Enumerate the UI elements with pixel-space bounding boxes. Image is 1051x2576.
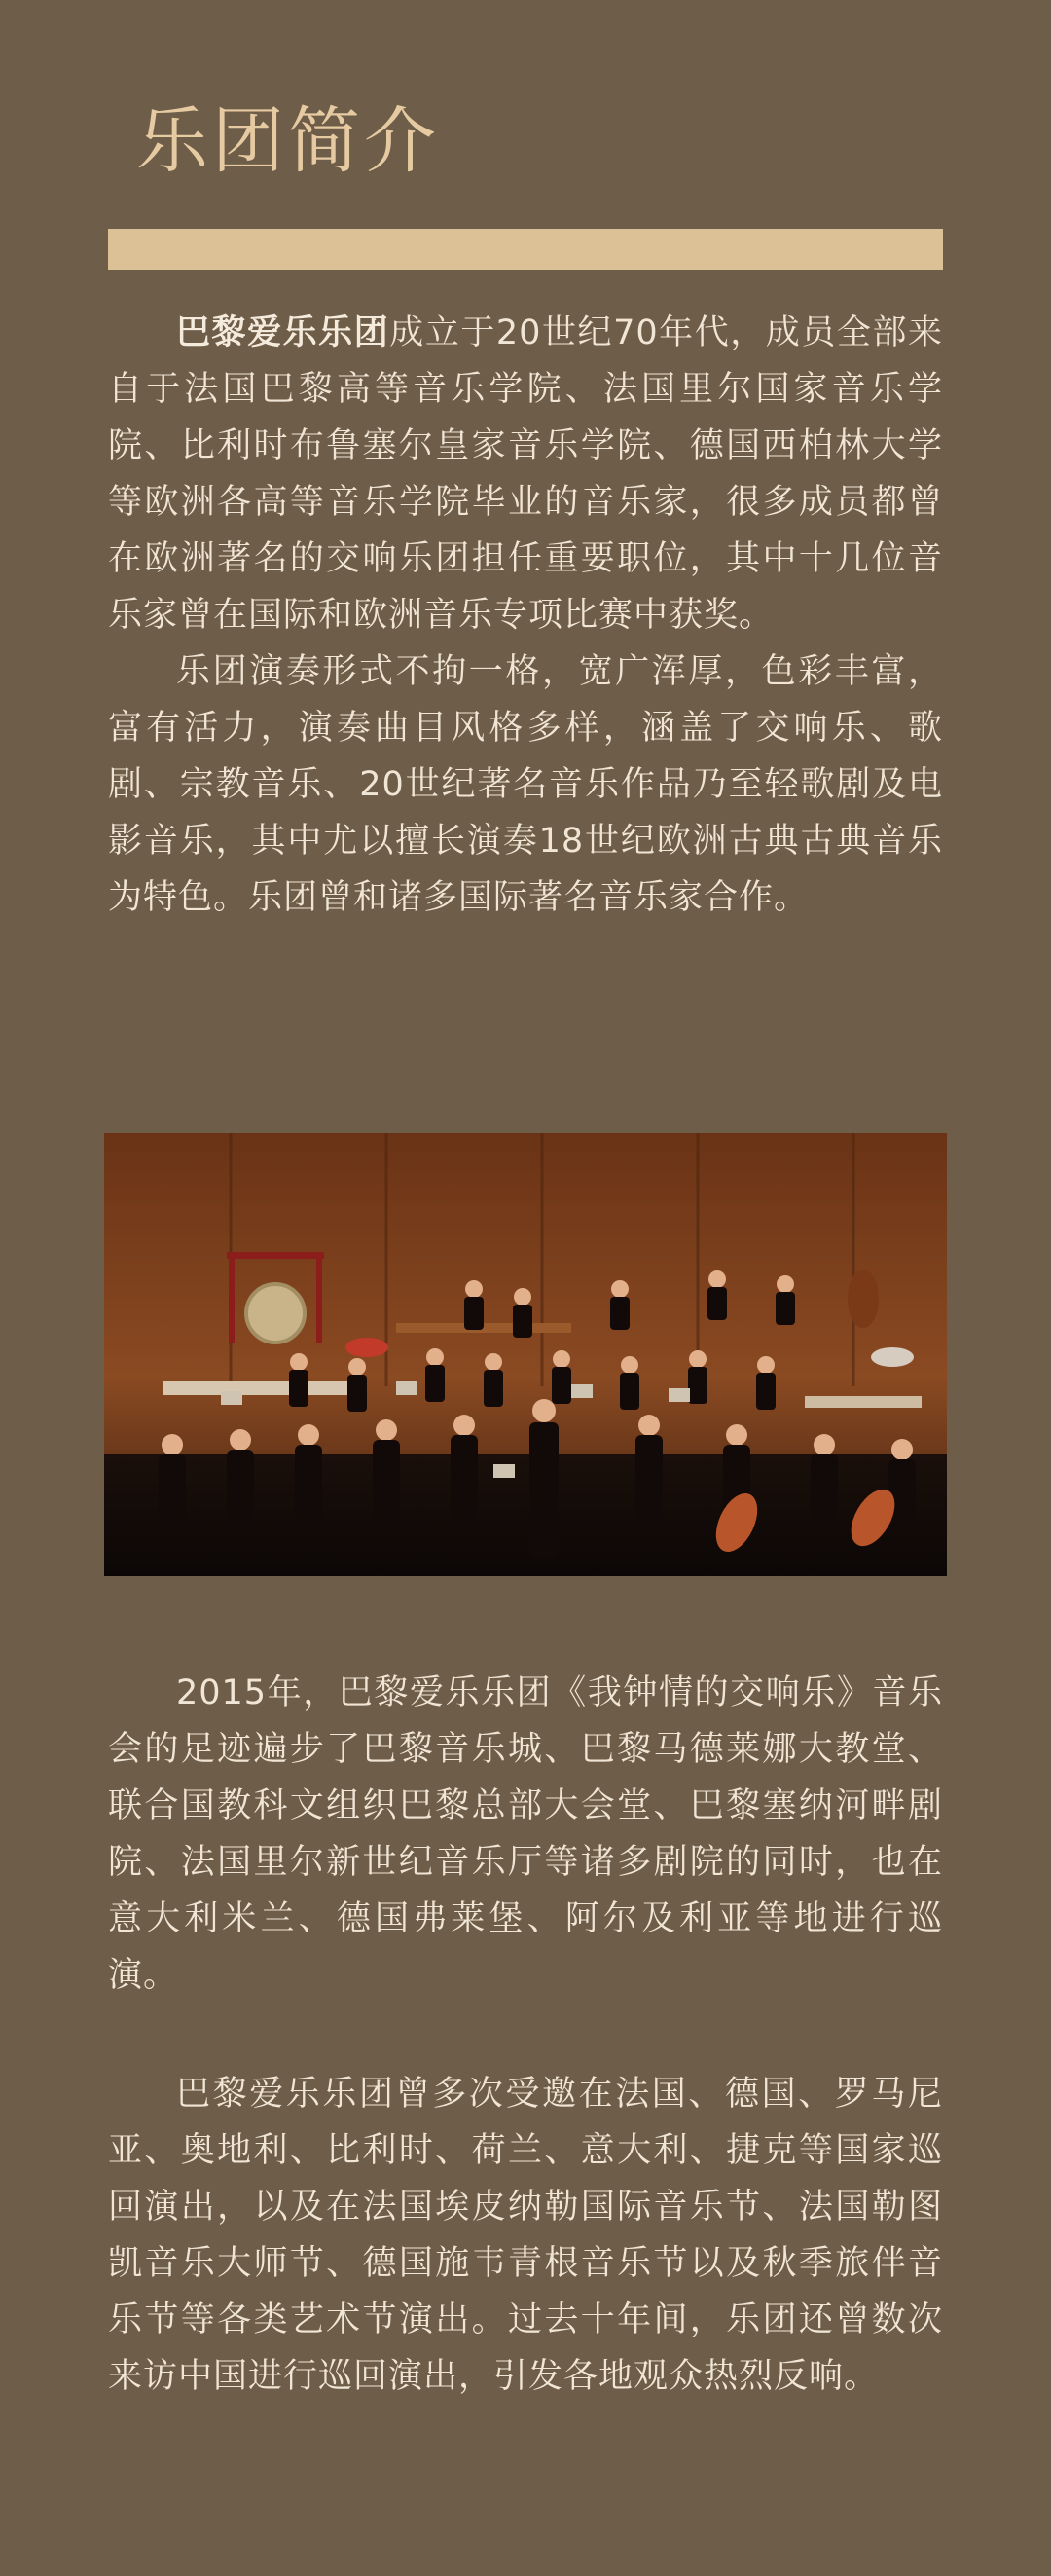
paragraph-international-tours: 巴黎爱乐乐团曾多次受邀在法国、德国、罗马尼亚、奥地利、比利时、荷兰、意大利、捷克等国家巡回演出，以及在法国埃皮纳勒国际音乐节、法国勒图凯音乐大师节、德国施韦青根音乐节以及秋季旅伴音乐节等各类艺术节演出。过去十年间，乐团还曾数次来访中国进行巡回演出，引发各地观众热烈反响。 [108,2075,943,2396]
intro-paragraph-1-text: 成立于20世纪70年代，成员全部来自于法国巴黎高等音乐学院、法国里尔国家音乐学院、比利时布鲁塞尔皇家音乐学院、德国西柏林大学等欧洲各高等音乐学院毕业的音乐家，很多成员都曾在欧洲著名的交响乐团担任重要职位，其中十几位音乐家曾在国际和欧洲音乐专项比赛中获奖。 [108,313,943,635]
orchestra-photo [104,1133,947,1576]
intro-paragraph-2: 乐团演奏形式不拘一格，宽广浑厚，色彩丰富，富有活力，演奏曲目风格多样，涵盖了交响乐、歌剧、宗教音乐、20世纪著名音乐作品乃至轻歌剧及电影音乐，其中尤以擅长演奏18世纪欧洲古典古典音乐为特色。乐团曾和诸多国际著名音乐家合作。 [108,652,943,917]
intro-text [108,305,943,926]
history-paragraph [108,1665,943,2004]
orchestra-photo-illustration [104,1133,947,1576]
orchestra-name: 巴黎爱乐乐团 [176,313,390,352]
intro-paragraph-1 [108,305,943,644]
paragraph-2015-tour: 2015年，巴黎爱乐乐团《我钟情的交响乐》音乐会的足迹遍步了巴黎音乐城、巴黎马德莱娜大教堂、联合国教科文组织巴黎总部大会堂、巴黎塞纳河畔剧院、法国里尔新世纪音乐厅等诸多剧院的同时，也在意大利米兰、德国弗莱堡、阿尔及利亚等地进行巡演。 [108,1674,943,1995]
touring-paragraph [108,2066,943,2405]
page-title: 乐团简介 [136,99,440,183]
title-underline-bar [108,229,943,270]
